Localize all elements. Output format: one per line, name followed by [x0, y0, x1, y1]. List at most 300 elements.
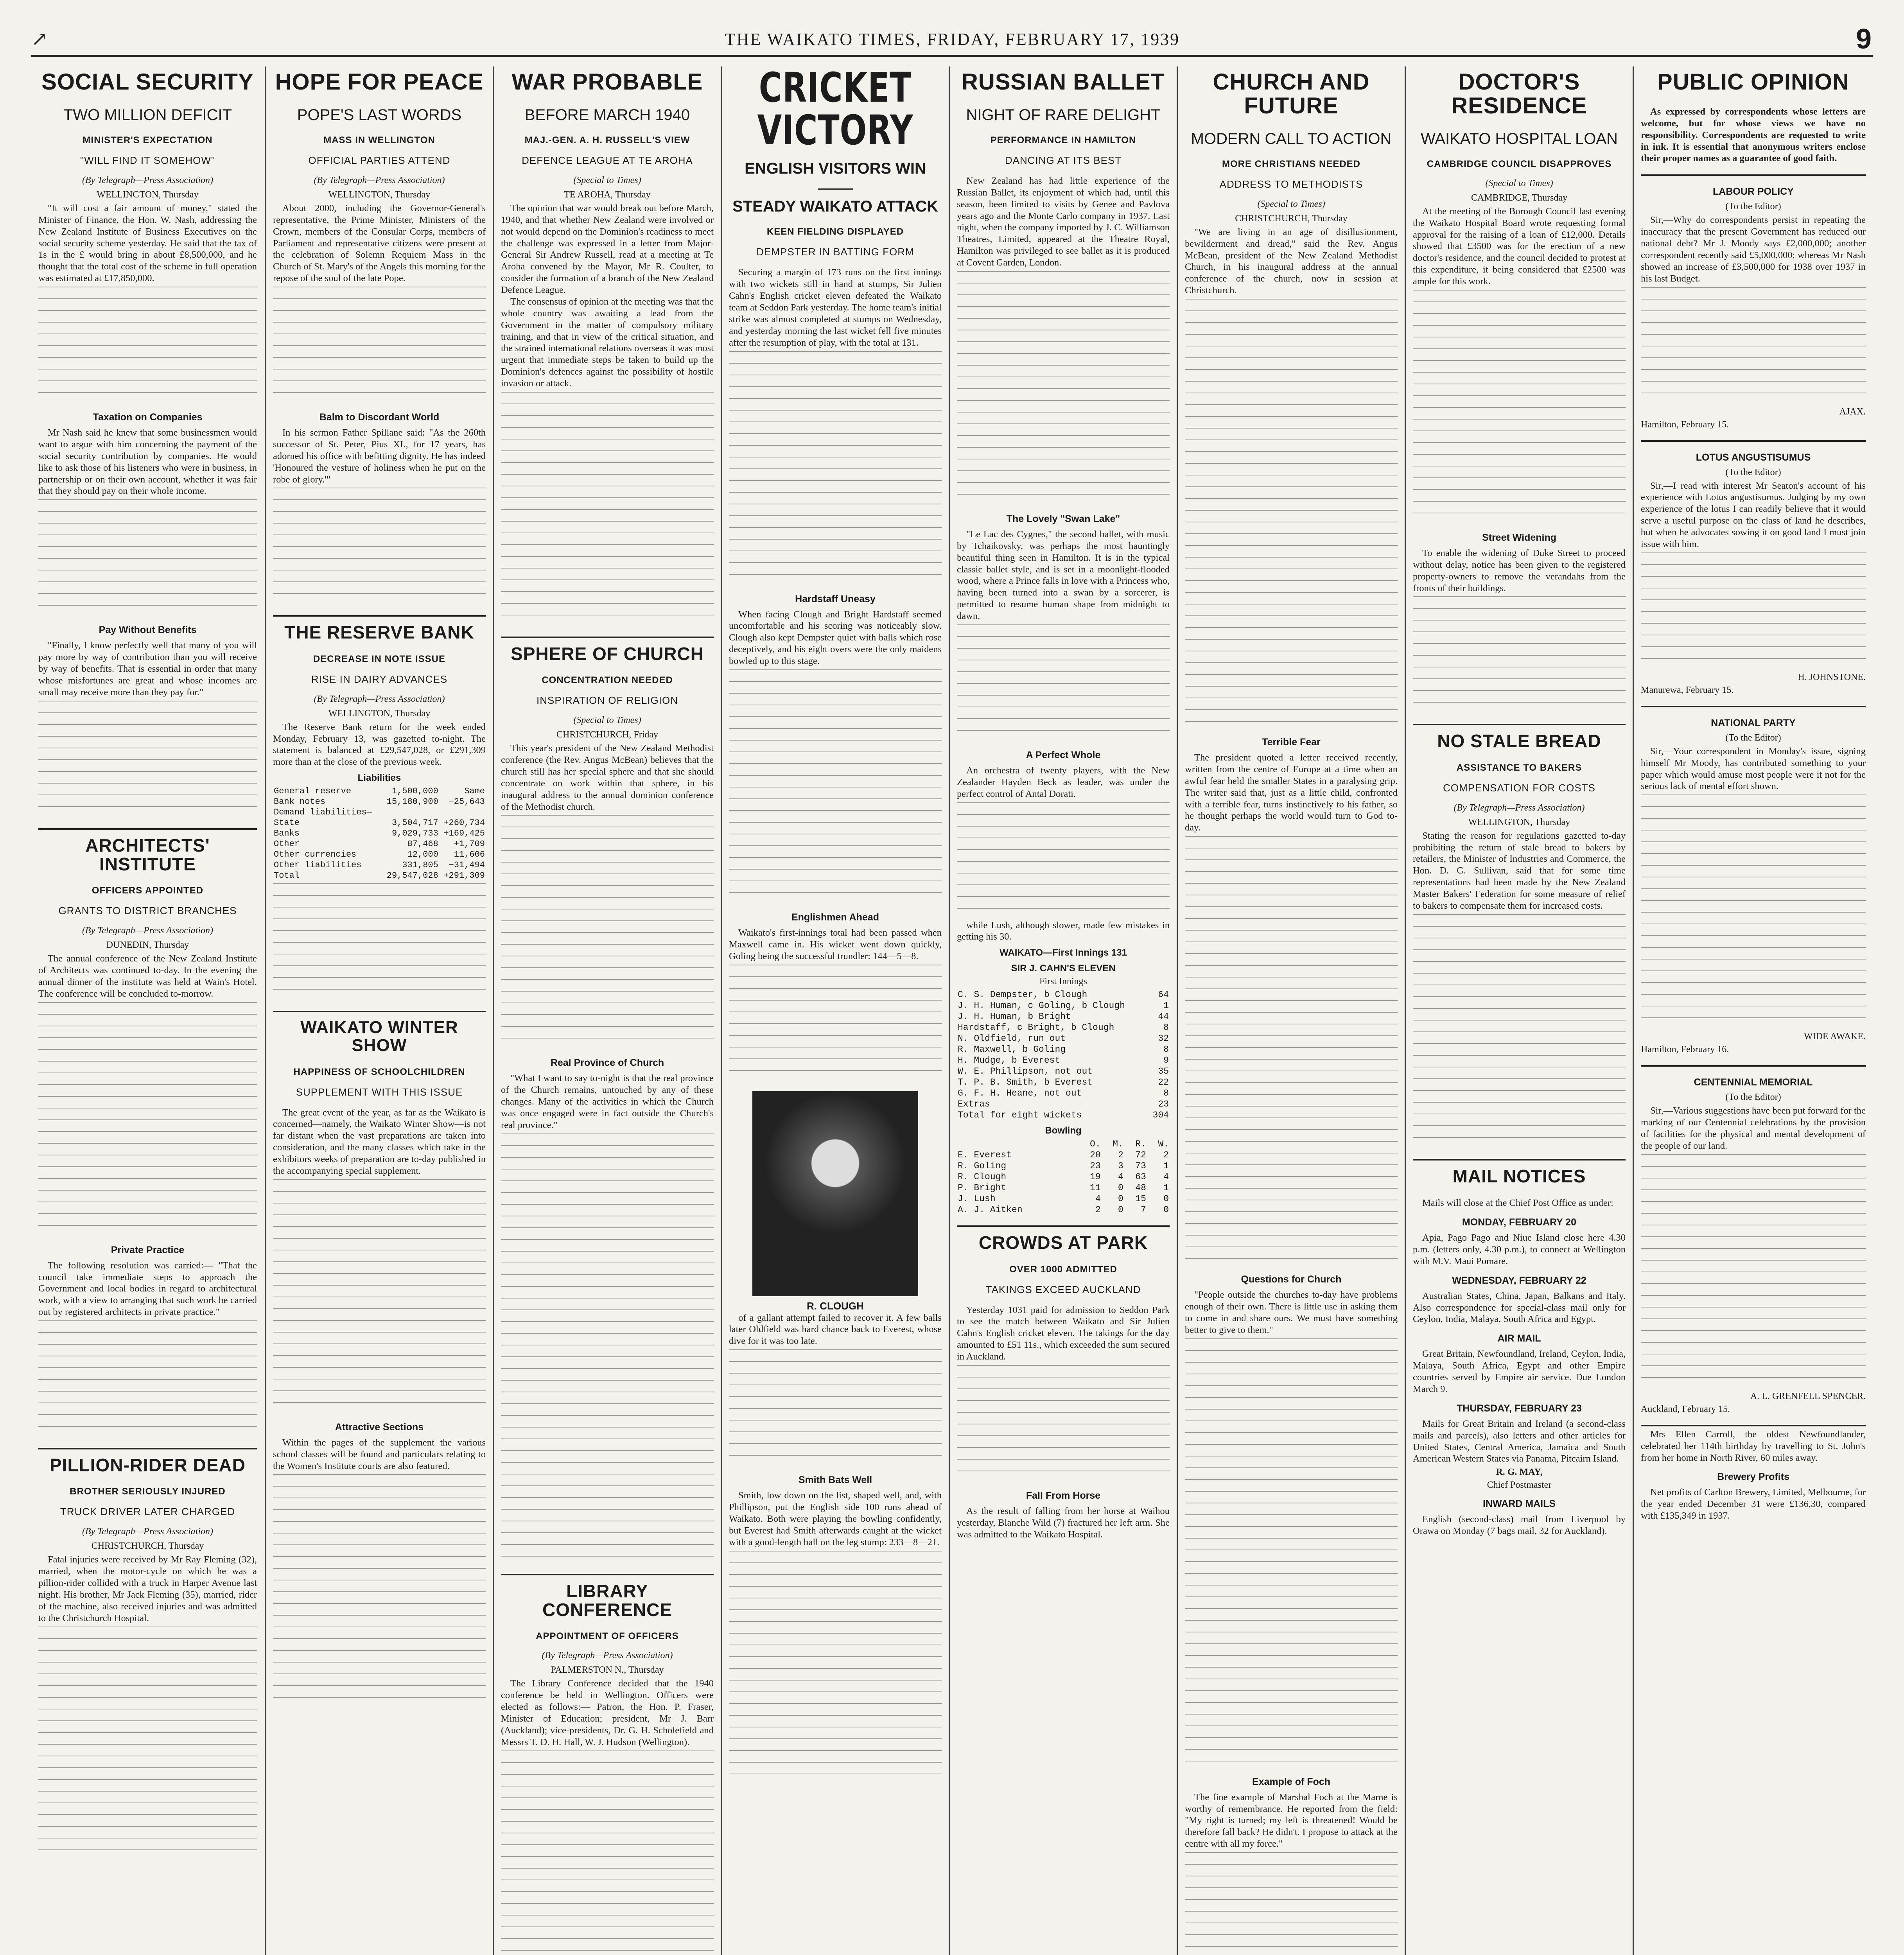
letter-place: Auckland, February 15.: [1641, 1404, 1730, 1414]
article-text: The following resolution was carried:— "That the council take immediate steps to approach the Government and local bodies in regard to architectural work, with a view to arranging that such work be carried out by registered architects in private practice.": [38, 1260, 257, 1318]
liabilities-table: [273, 786, 486, 881]
crosshead: Fall From Horse: [1026, 1490, 1101, 1501]
to-editor: (To the Editor): [1725, 732, 1781, 743]
headline-mail-notices: MAIL NOTICES: [1452, 1166, 1586, 1186]
intro-text: As expressed by correspondents whose letters are welcome, but for whose views we have no responsibility. Correspondents are requested to write in ink. It is essential that anonymous writers enclose their proper names as a guarantee of good faith.: [1641, 106, 1866, 164]
table-cell: 304: [1152, 1110, 1169, 1121]
article-architects: [38, 828, 257, 1438]
column-doctors-residence: [1406, 66, 1633, 1955]
article-text: The consensus of opinion at the meeting was that the whole country was awaiting a lead from the Government in the matter of compulsory military training, and that in view of the critical situation, and the strained international relations overseas it was most urgent that immediate steps be taken to build up the Dominion's defences against the possibility of hostile invasion or attack.: [501, 296, 714, 389]
mail-date: WEDNESDAY, FEBRUARY 22: [1452, 1275, 1586, 1286]
article-text: Stating the reason for regulations gazetted to-day prohibiting the return of stale bread to bakers by retailers, the Minister of Industries and Commerce, the Hon. D. G. Sullivan, said that for some time representations had been made by the New Zealand Master Bakers' Federation for some measure of relief to bakers to compensate them for increased costs.: [1413, 830, 1626, 911]
table-cell: 23: [1158, 1099, 1169, 1110]
batting-row: [957, 1066, 1170, 1077]
text-lines: [1413, 290, 1626, 524]
newspaper-title: THE WAIKATO TIMES, FRIDAY, FEBRUARY 17, 1939: [725, 29, 1180, 49]
dateline: WELLINGTON, Thursday: [328, 189, 431, 200]
text-lines: [273, 488, 486, 605]
table-cell: 8: [1163, 1022, 1169, 1033]
bowling-row: [957, 1204, 1170, 1215]
crosshead: Terrible Fear: [1262, 737, 1321, 748]
table-cell: 72: [1135, 1150, 1146, 1160]
batting-row: [957, 1110, 1170, 1121]
table-cell: H. Mudge, b Everest: [958, 1055, 1061, 1066]
table-cell: Total: [274, 871, 300, 881]
batting-row: [957, 1055, 1170, 1066]
text-lines: [273, 883, 486, 1001]
subhead: PERFORMANCE IN HAMILTON: [990, 135, 1136, 145]
subhead: BROTHER SERIOUSLY INJURED: [70, 1486, 226, 1497]
table-title: Liabilities: [357, 773, 401, 784]
crosshead: Taxation on Companies: [93, 412, 203, 423]
text-lines: [501, 815, 714, 1049]
batting-row: [957, 989, 1170, 1000]
article-text: Within the pages of the supplement the various school classes will be found and particulars relating to the Women's Institute courts are also featured.: [273, 1437, 486, 1471]
crosshead: Attractive Sections: [335, 1421, 424, 1433]
letter-title: CENTENNIAL MEMORIAL: [1694, 1077, 1813, 1088]
article-text: Mails will close at the Chief Post Office as under:: [1422, 1198, 1613, 1209]
subhead: DECREASE IN NOTE ISSUE: [313, 653, 446, 664]
dateline: TE AROHA, Thursday: [564, 189, 651, 200]
table-cell: −31,494: [449, 860, 485, 870]
table-cell: 32: [1158, 1033, 1169, 1044]
subhead: OFFICERS APPOINTED: [92, 885, 204, 896]
subhead: ASSISTANCE TO BAKERS: [1456, 762, 1582, 773]
corner-mark: ↗: [31, 28, 49, 50]
headline-public-opinion: PUBLIC OPINION: [1657, 69, 1849, 95]
text-lines: [957, 624, 1170, 742]
table-cell: 0: [1163, 1205, 1169, 1215]
bowling-row: [957, 1193, 1170, 1204]
dateline: PALMERSTON N., Thursday: [551, 1665, 664, 1675]
batting-row: [957, 1000, 1170, 1011]
article-text: "Le Lac des Cygnes," the second ballet, with music by Tchaikovsky, was perhaps the most hauntingly beautiful thing seen in Hamilton. It is in the typical classic ballet style, and is set in a moonlight-flooded wood, where a Prince falls in love with a Princess who, having been turned into a swan by a sorcerer, is permitted to resume human shape from midnight to dawn.: [957, 529, 1170, 622]
table-row: [273, 870, 486, 881]
text-lines: [1641, 287, 1866, 404]
article-text: Great Britain, Newfoundland, Ireland, Ceylon, India, Malaya, South Africa, Egypt and other Empire countries served by Empire air service. Due London March 9.: [1413, 1349, 1626, 1394]
letter-place: Hamilton, February 16.: [1641, 1044, 1729, 1055]
table-cell: 7: [1141, 1205, 1146, 1215]
text-lines: [1641, 552, 1866, 670]
dateline: CAMBRIDGE, Thursday: [1471, 192, 1568, 203]
table-cell: 1: [1163, 1183, 1169, 1193]
article-text: Apia, Pago Pago and Niue Island close here 4.30 p.m. (letters only, 4.30 p.m.), to connect at Wellington with M.V. Maui Pomare.: [1413, 1232, 1626, 1266]
table-cell: +169,425: [443, 829, 485, 839]
letter-place: Hamilton, February 15.: [1641, 419, 1729, 430]
scorecard-innings: First Innings: [1039, 976, 1087, 987]
table-cell: E. Everest: [958, 1150, 1012, 1160]
table-cell: 1: [1163, 1161, 1169, 1171]
mail-date: MONDAY, FEBRUARY 20: [1462, 1217, 1577, 1228]
table-cell: J. H. Human, b Bright: [958, 1012, 1071, 1022]
table-cell: A. J. Aitken: [958, 1205, 1023, 1215]
column-social-security: [31, 66, 264, 1955]
text-lines: [273, 287, 486, 404]
table-cell: 44: [1158, 1012, 1169, 1022]
headline-crowds-at-park: CROWDS AT PARK: [978, 1232, 1148, 1253]
article-pillion-rider: [38, 1448, 257, 1861]
to-editor: (To the Editor): [1725, 467, 1781, 477]
table-cell: +1,709: [454, 839, 485, 849]
bowling-row: [957, 1182, 1170, 1193]
deck: COMPENSATION FOR COSTS: [1443, 782, 1595, 794]
table-cell: 19: [1090, 1172, 1101, 1182]
letter-signature: AJAX.: [1839, 406, 1866, 417]
text-lines: [501, 1751, 714, 1955]
crosshead: Englishmen Ahead: [791, 911, 879, 923]
deck: TAKINGS EXCEED AUCKLAND: [985, 1283, 1141, 1295]
table-cell: 331,805: [402, 860, 438, 870]
article-text: The great event of the year, as far as the Waikato is concerned—namely, the Waikato Winter Show—is not far distant when the vast preparations are taken into consideration, and the many classes which take in the exhibitors weeks of preparation are to-day published in the accompanying special supplement.: [273, 1107, 486, 1176]
table-cell: Demand liabilities—: [274, 807, 372, 818]
letter-text: Sir,—I read with interest Mr Seaton's account of his experience with Lotus angustisumus. Judging by my own experience of the lotus I can readily believe that it would serve a useful purpose on the class of land he describes, but when he advocates sowing it on good land I must join issue with him.: [1641, 480, 1866, 549]
crosshead: Example of Foch: [1252, 1776, 1331, 1787]
letter-text: Sir,—Why do correspondents persist in repeating the inaccuracy that the present Government has reduced our national debt? Mr J. Moody says £2,000,000; another correspondent recently said £5,000,000; whereas Mr Nash showed an increase of £3,500,000 for 1938 over 1937 in his last Budget.: [1641, 215, 1866, 284]
dateline: WELLINGTON, Thursday: [1468, 817, 1570, 827]
letter-title: NATIONAL PARTY: [1711, 717, 1796, 728]
dateline: WELLINGTON, Thursday: [97, 189, 199, 200]
photo-caption: R. CLOUGH: [807, 1300, 864, 1312]
table-cell: J. Lush: [958, 1194, 996, 1204]
article-winter-show: [273, 1011, 486, 1709]
batting-row: [957, 1099, 1170, 1110]
headline-russian-ballet: RUSSIAN BALLET: [962, 69, 1165, 95]
letter-signature: A. L. GRENFELL SPENCER.: [1750, 1391, 1866, 1401]
letter-signature: H. JOHNSTONE.: [1798, 672, 1866, 682]
divider: [818, 188, 853, 190]
deck: WAIKATO HOSPITAL LOAN: [1421, 130, 1618, 147]
table-cell: 12,000: [407, 850, 438, 860]
byline: (By Telegraph—Press Association): [314, 694, 445, 704]
dateline: WELLINGTON, Thursday: [328, 708, 431, 719]
batting-scorecard: [957, 989, 1170, 1121]
article-text: Securing a margin of 173 runs on the first innings with two wickets still in hand at stumps, Sir Julien Cahn's English cricket eleven defeated the Waikato team at Seddon Park yesterday. The home team's initial strike was almost completed at stumps on Wednesday, and yesterday morning the last wicket fell five minutes after the resumption of play, with the total at 131.: [729, 267, 942, 348]
letter-labour-policy: [1641, 174, 1866, 430]
article-text: The opinion that war would break out before March, 1940, and that whether New Zealand were involved or not would depend on the Dominion's readiness to meet the challenge was expressed in a letter from Major-General Sir Andrew Russell, read at a meeting at Te Aroha convened by the Mayor, Mr R. Coulter, to consider the formation of a branch of the New Zealand Defence League.: [501, 203, 714, 296]
table-cell: General reserve: [274, 786, 352, 796]
crosshead: Private Practice: [111, 1244, 185, 1256]
bowling-row: [957, 1171, 1170, 1182]
batting-row: [957, 1033, 1170, 1044]
deck: STEADY WAIKATO ATTACK: [732, 198, 938, 215]
article-text: This year's president of the New Zealand Methodist conference (the Rev. Angus McBean) believes that the church still has her special sphere and that she should concentrate on work within that sphere, in his inaugural address to the annual dominion conference of the Methodist church.: [501, 743, 714, 812]
article-library-conference: [501, 1574, 714, 1955]
text-lines: [729, 669, 942, 904]
scorecard-team: SIR J. CAHN'S ELEVEN: [1011, 963, 1116, 974]
table-cell: 87,468: [407, 839, 438, 849]
subhead: DANCING AT ITS BEST: [1005, 154, 1122, 166]
article-text: "Finally, I know perfectly well that many of you will pay more by way of contribution than you will receive by way of benefits. That is essential in order that many whose misfortunes are great and whose incomes are small may receive more than they pay for.": [38, 640, 257, 698]
byline: (By Telegraph—Press Association): [82, 175, 214, 185]
table-cell: 2: [1095, 1205, 1101, 1215]
subhead: MAJ.-GEN. A. H. RUSSELL'S VIEW: [524, 135, 690, 145]
letter-title: LABOUR POLICY: [1713, 186, 1794, 197]
table-cell: N. Oldfield, run out: [958, 1033, 1066, 1044]
table-header-cell: R.: [1135, 1139, 1146, 1150]
batting-row: [957, 1044, 1170, 1055]
article-text: Fatal injuries were received by Mr Ray Fleming (32), married, when the motor-cycle on which he was a pillion-rider collided with a truck in Harper Avenue last night. His brother, Mr Jack Fleming (35), married, rider of the machine, also received injuries and was admitted to the Christchurch Hospital.: [38, 1554, 257, 1623]
table-cell: 9,029,733: [392, 829, 438, 839]
bowling-title: Bowling: [1045, 1125, 1082, 1136]
table-cell: −25,643: [449, 797, 485, 807]
table-cell: 11: [1090, 1183, 1101, 1193]
subhead: "WILL FIND IT SOMEHOW": [80, 154, 215, 166]
text-lines: [273, 1474, 486, 1709]
table-cell: R. Clough: [958, 1172, 1007, 1182]
table-row: [273, 860, 486, 870]
article-text: To enable the widening of Duke Street to proceed without delay, notice has been given to the registered property-owners to remove the verandahs from the fronts of their buildings.: [1413, 547, 1626, 594]
article-text: while Lush, although slower, made few mistakes in getting his 30.: [957, 920, 1170, 942]
crosshead: Street Widening: [1482, 532, 1557, 543]
table-cell: 73: [1135, 1161, 1146, 1171]
text-lines: [38, 499, 257, 617]
column-hope-for-peace: [266, 66, 493, 1955]
text-lines: [957, 1365, 1170, 1482]
to-editor: (To the Editor): [1725, 201, 1781, 212]
table-cell: 4: [1095, 1194, 1101, 1204]
table-cell: T. P. B. Smith, b Everest: [958, 1077, 1093, 1088]
mail-date: THURSDAY, FEBRUARY 23: [1457, 1403, 1582, 1414]
table-cell: Other: [274, 839, 300, 849]
article-text: Net profits of Carlton Brewery, Limited, Melbourne, for the year ended December 31 were £136,30, compared with £135,349 in 1937.: [1641, 1487, 1866, 1521]
text-lines: [1413, 596, 1626, 714]
crosshead: Real Province of Church: [550, 1057, 664, 1069]
article-text: of a gallant attempt failed to recover it. A few balls later Oldfield was hard chance back to Everest, whose dive for it was too late.: [729, 1312, 942, 1347]
batting-row: [957, 1077, 1170, 1088]
table-cell: State: [274, 818, 300, 828]
table-row: [273, 807, 486, 818]
text-lines: [1185, 1852, 1398, 1955]
headline-pillion-rider: PILLION-RIDER DEAD: [50, 1455, 246, 1476]
text-lines: [957, 802, 1170, 920]
text-lines: [38, 701, 257, 818]
subhead: KEEN FIELDING DISPLAYED: [766, 226, 904, 237]
bowling-scorecard: [957, 1139, 1170, 1215]
deck: POPE'S LAST WORDS: [297, 106, 462, 124]
dateline: DUNEDIN, Thursday: [106, 940, 189, 951]
table-cell: R. Goling: [958, 1161, 1007, 1171]
article-text: Smith, low down on the list, shaped well, and, with Phillipson, put the English side 100 runs ahead of Waikato. Both were playing the bowling confidently, but Everest had Smith afterwards caught at the wicket with a good-length ball on the leg stump: 233—8—21.: [729, 1490, 942, 1548]
letter-centennial: [1641, 1065, 1866, 1415]
byline: (By Telegraph—Press Association): [82, 1526, 214, 1537]
signature: R. G. MAY,: [1496, 1467, 1543, 1478]
article-reserve-bank: [273, 615, 486, 1001]
article-text: At the meeting of the Borough Council last evening the Waikato Hospital Board wrote requesting formal approval for the raising of a loan of £12,000. Details showed that £3500 was for the erection of a new doctor's residence, and the council decided to protest at this expenditure, it being considered that £2500 was ample for this work.: [1413, 206, 1626, 287]
table-cell: 0: [1118, 1194, 1123, 1204]
table-cell: 20: [1090, 1150, 1101, 1160]
table-cell: 23: [1090, 1161, 1101, 1171]
table-cell: 1,500,000: [392, 786, 438, 796]
subhead: OFFICIAL PARTIES ATTEND: [308, 154, 450, 166]
headline-doctors-residence: DOCTOR'S RESIDENCE: [1451, 69, 1587, 118]
text-lines: [729, 351, 942, 586]
table-cell: Other currencies: [274, 850, 357, 860]
deck: TRUCK DRIVER LATER CHARGED: [60, 1506, 235, 1518]
deck: GRANTS TO DISTRICT BRANCHES: [58, 905, 237, 917]
dateline: CHRISTCHURCH, Friday: [556, 730, 659, 740]
table-header-cell: [957, 1139, 1079, 1150]
scorecard-title: WAIKATO—First Innings 131: [1000, 947, 1127, 958]
headline-social-security: SOCIAL SECURITY: [41, 69, 254, 95]
news-brief: [1641, 1425, 1866, 1522]
subhead: MASS IN WELLINGTON: [323, 135, 435, 145]
letter-signature: WIDE AWAKE.: [1804, 1031, 1866, 1042]
text-lines: [273, 1179, 486, 1414]
column-war-probable: [494, 66, 721, 1955]
article-sphere-of-church: [501, 637, 714, 1564]
player-photo: [752, 1091, 918, 1296]
text-lines: [501, 1134, 714, 1564]
table-cell: +291,309: [443, 871, 485, 881]
table-cell: 4: [1163, 1172, 1169, 1182]
table-cell: Extras: [958, 1099, 990, 1110]
letter-national-party: [1641, 706, 1866, 1055]
headline-library-conference: LIBRARY CONFERENCE: [542, 1580, 673, 1620]
table-cell: 15,180,900: [386, 797, 438, 807]
article-text: Mrs Ellen Carroll, the oldest Newfoundlander, celebrated her 114th birthday by travelling to St. John's from her home in North River, 60 miles away.: [1641, 1429, 1866, 1463]
table-row: [273, 849, 486, 860]
mail-section: AIR MAIL: [1497, 1333, 1541, 1344]
article-text: About 2000, including the Governor-General's representative, the Prime Minister, Ministers of the Crown, members of the Consular Corps, members of Parliament and representative citizens were present at the celebration of Solemn Requiem Mass in the Church of St. Mary's of the Angels this morning for the repose of the soul of the late Pope.: [273, 203, 486, 284]
subhead: OVER 1000 ADMITTED: [1009, 1264, 1117, 1275]
article-text: The annual conference of the New Zealand Institute of Architects was continued to-day. In the evening the annual dinner of the institute was held at Wain's Hotel. The conference will be concluded to-morrow.: [38, 953, 257, 999]
article-text: The president quoted a letter received recently, written from the centre of Europe at a time when an awful fear held the smaller States in a paralysing grip. The writer said that, just as a little child, confronted with a terrible fear, turns instinctively to his father, so he thought perhaps the world would turn to God to-day.: [1185, 752, 1398, 833]
table-cell: R. Maxwell, b Goling: [958, 1044, 1066, 1055]
headline-war-probable: WAR PROBABLE: [511, 69, 703, 95]
table-cell: [381, 807, 439, 818]
byline: (By Telegraph—Press Association): [82, 925, 214, 936]
subhead: DEMPSTER IN BATTING FORM: [756, 246, 914, 258]
table-row: [273, 828, 486, 839]
byline: (Special to Times): [573, 175, 641, 185]
article-text: Mails for Great Britain and Ireland (a second-class mails and parcels), also letters and other articles for United States, Central America, Jamaica and South American Western States via Panama, Pitcairn Island.: [1413, 1418, 1626, 1464]
subhead: ADDRESS TO METHODISTS: [1219, 178, 1363, 190]
masthead: [31, 23, 1873, 57]
table-cell: 4: [1118, 1172, 1123, 1182]
table-cell: 0: [1118, 1183, 1123, 1193]
article-text: "It will cost a fair amount of money," stated the Minister of Finance, the Hon. W. Nash, addressing the New Zealand Institute of Business Executives on the social security scheme yesterday. He said that the tax of 1s in the £ would bring in about £8,500,000, and he thought that the total cost of the scheme in full operation was estimated at £17,850,000.: [38, 203, 257, 284]
table-header-row: [957, 1139, 1170, 1150]
letter-place: Manurewa, February 15.: [1641, 685, 1734, 695]
headline-sphere-of-church: SPHERE OF CHURCH: [511, 643, 704, 664]
column-cricket-victory: [722, 66, 949, 1955]
page-number: 9: [1856, 23, 1873, 55]
article-text: Yesterday 1031 paid for admission to Seddon Park to see the match between Waikato and Sir Julien Cahn's English cricket eleven. The takings for the day amounted to £51 11s., which exceeded the sum secured in Auckland.: [957, 1304, 1170, 1362]
column-russian-ballet: [950, 66, 1177, 1955]
table-cell: 1: [1163, 1001, 1169, 1011]
headline-no-stale-bread: NO STALE BREAD: [1437, 731, 1601, 752]
letter-lotus: [1641, 440, 1866, 696]
article-text: "What I want to say to-night is that the real province of the Church remains, untouched by any of these changes. Many of the activities in which the Church was once engaged were in fact outside the Church's real province.": [501, 1073, 714, 1130]
article-text: The Reserve Bank return for the week ended Monday, February 13, was gazetted to-night. The statement is balanced at £29,547,028, or £291,309 more than at the close of the previous week.: [273, 721, 486, 768]
subhead: CONCENTRATION NEEDED: [542, 675, 673, 686]
table-cell: 2: [1118, 1150, 1123, 1160]
headline-architects: ARCHITECTS' INSTITUTE: [85, 835, 210, 874]
table-cell: J. H. Human, c Goling, b Clough: [958, 1001, 1125, 1011]
table-cell: [439, 807, 486, 818]
deck: MODERN CALL TO ACTION: [1191, 130, 1392, 147]
article-mail-notices: [1413, 1159, 1626, 1537]
text-lines: [1185, 299, 1398, 729]
batting-row: [957, 1022, 1170, 1033]
letter-title: LOTUS ANGUSTISUMUS: [1696, 452, 1811, 463]
table-cell: 48: [1135, 1183, 1146, 1193]
text-lines: [38, 1320, 257, 1438]
byline: (Special to Times): [1485, 178, 1553, 188]
deck: INSPIRATION OF RELIGION: [536, 694, 678, 707]
table-cell: Same: [464, 786, 485, 796]
headline-church-and-future: CHURCH AND FUTURE: [1213, 69, 1370, 118]
table-cell: +260,734: [443, 818, 485, 828]
letter-text: Sir,—Your correspondent in Monday's issue, signing himself Mr Moody, has contributed something to your paper which would amuse most people were it not for the serious lack of mental effort shown.: [1641, 746, 1866, 792]
subhead: APPOINTMENT OF OFFICERS: [536, 1631, 679, 1642]
deck: ENGLISH VISITORS WIN: [745, 160, 926, 178]
byline: (By Telegraph—Press Association): [314, 175, 445, 185]
deck: NIGHT OF RARE DELIGHT: [966, 106, 1161, 124]
table-cell: 0: [1118, 1205, 1123, 1215]
table-cell: 64: [1158, 990, 1169, 1000]
table-cell: Hardstaff, c Bright, b Clough: [958, 1022, 1114, 1033]
article-text: Australian States, China, Japan, Balkans and Italy. Also correspondence for special-class mail only for Ceylon, India, Malaya, South Africa and Egypt.: [1413, 1290, 1626, 1325]
article-text: When facing Clough and Bright Hardstaff seemed uncomfortable and his scoring was noticeably slow. Clough also kept Dempster quiet with balls which rose deceptively, and his eight overs were the only maidens bowled up to this stage.: [729, 609, 942, 666]
table-cell: 0: [1163, 1194, 1169, 1204]
text-lines: [1413, 914, 1626, 1149]
table-header-cell: O.: [1090, 1139, 1101, 1150]
text-lines: [1185, 1338, 1398, 1768]
table-cell: 3: [1118, 1161, 1123, 1171]
crosshead: Pay Without Benefits: [99, 624, 197, 636]
article-crowds-at-park: [957, 1225, 1170, 1540]
table-cell: 2: [1163, 1150, 1169, 1160]
table-cell: 35: [1158, 1066, 1169, 1077]
article-text: The Library Conference decided that the 1940 conference be held in Wellington. Officers were elected as follows:— Patron, the Hon. P. Fraser, Minister of Education; president, Mr J. Barr (Auckland); vice-presidents, Dr. G. H. Scholefield and Messrs T. D. H. Hall, W. J. Hudson (Wellington).: [501, 1678, 714, 1747]
text-lines: [729, 1551, 942, 1785]
dateline: CHRISTCHURCH, Thursday: [1235, 213, 1348, 224]
crosshead: A Perfect Whole: [1026, 749, 1101, 760]
article-text: An orchestra of twenty players, with the New Zealander Hayden Beck as leader, was under the perfect control of Antal Dorati.: [957, 765, 1170, 799]
table-cell: 3,504,717: [392, 818, 438, 828]
article-text: Waikato's first-innings total had been passed when Maxwell came in. His wicket went down quickly, Goling being the successful trundler: 144—5—8.: [729, 927, 942, 961]
table-cell: 15: [1135, 1194, 1146, 1204]
table-cell: 11,606: [454, 850, 485, 860]
table-cell: P. Bright: [958, 1183, 1007, 1193]
crosshead: Balm to Discordant World: [319, 412, 440, 423]
byline: (Special to Times): [1257, 199, 1325, 209]
deck: BEFORE MARCH 1940: [524, 106, 690, 124]
crosshead: INWARD MAILS: [1482, 1498, 1556, 1510]
table-cell: 29,547,028: [386, 871, 438, 881]
table-cell: Bank notes: [274, 797, 326, 807]
headline-hope-for-peace: HOPE FOR PEACE: [275, 69, 484, 95]
batting-row: [957, 1011, 1170, 1022]
byline: (By Telegraph—Press Association): [542, 1650, 673, 1661]
batting-row: [957, 1088, 1170, 1099]
article-text: "We are living in an age of disillusionment, bewilderment and dread," said the Rev. Angus McBean, president of the New Zealand Methodist Church, in his inaugural address at the annual conference of the church, now in session at Christchurch.: [1185, 226, 1398, 296]
subhead: CAMBRIDGE COUNCIL DISAPPROVES: [1427, 158, 1612, 169]
table-cell: 63: [1135, 1172, 1146, 1182]
article-text: Mr Nash said he knew that some businessmen would want to argue with him concerning the payment of the social security contribution by companies. He would like to ask those of his listeners who were in business, in partnership or on their own account, whether it was fair that they should pay on their whole income.: [38, 427, 257, 497]
text-lines: [501, 392, 714, 626]
text-lines: [957, 271, 1170, 506]
crosshead: Questions for Church: [1241, 1274, 1342, 1285]
headline-reserve-bank: THE RESERVE BANK: [284, 622, 474, 643]
to-editor: (To the Editor): [1725, 1092, 1781, 1103]
table-cell: 8: [1163, 1044, 1169, 1055]
text-lines: [38, 1627, 257, 1861]
subhead: DEFENCE LEAGUE AT TE AROHA: [522, 154, 693, 166]
text-lines: [1641, 1154, 1866, 1389]
deck: RISE IN DAIRY ADVANCES: [311, 673, 448, 685]
